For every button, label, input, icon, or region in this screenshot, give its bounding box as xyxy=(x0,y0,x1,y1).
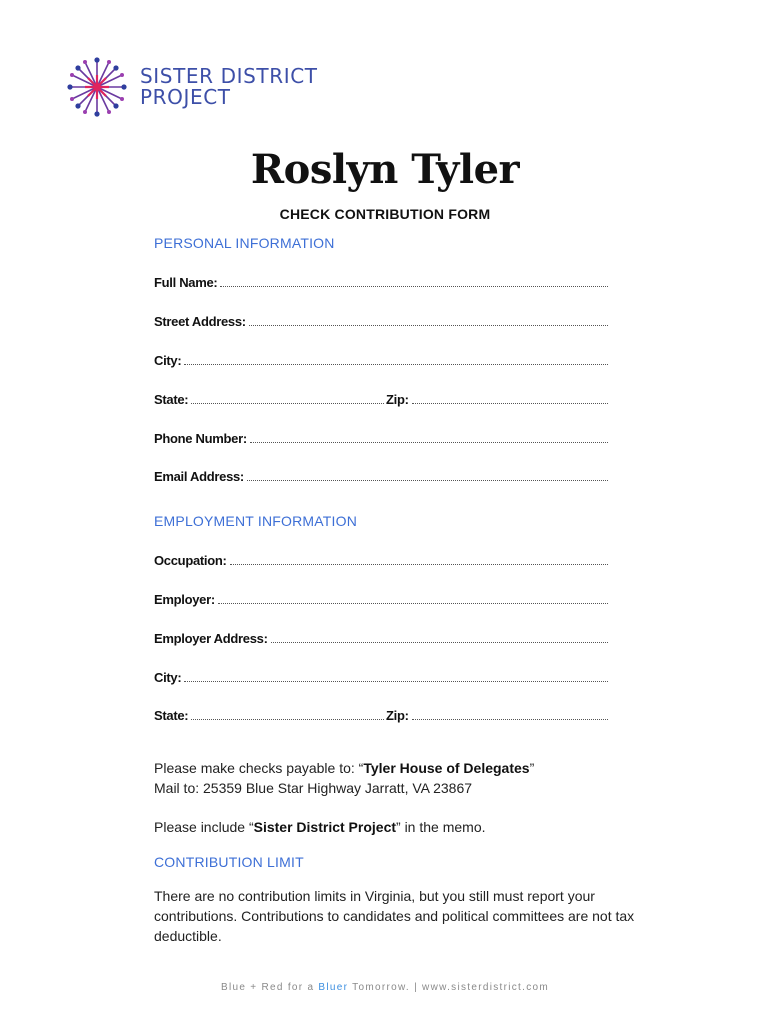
phone-field[interactable] xyxy=(154,430,608,446)
occupation-line[interactable] xyxy=(230,564,608,565)
email-field[interactable] xyxy=(154,468,608,484)
employer-zip-line[interactable] xyxy=(412,719,608,720)
logo-wordmark xyxy=(140,66,318,108)
mail-to-line: Mail to: 25359 Blue Star Highway Jarratt, VA 23867 xyxy=(154,780,473,796)
personal-section-heading: PERSONAL INFORMATION xyxy=(154,235,335,251)
memo-name: Sister District Project xyxy=(253,819,397,835)
zip-line[interactable] xyxy=(412,403,608,404)
logo-line1: SISTER DISTRICT xyxy=(140,64,318,88)
phone-line[interactable] xyxy=(250,442,608,443)
employer-city-field[interactable] xyxy=(154,669,608,685)
phone-label: Phone Number: xyxy=(154,431,247,446)
full-name-field[interactable] xyxy=(154,274,608,290)
city-label: City: xyxy=(154,353,182,368)
email-line[interactable] xyxy=(247,480,608,481)
limit-text: There are no contribution limits in Virginia, but you still must report your contributions. Contributions to candidates and political committees are not tax deductible. xyxy=(154,888,635,944)
logo-line2: PROJECT xyxy=(140,85,231,109)
street-address-field[interactable] xyxy=(154,313,608,329)
employer-zip-field[interactable] xyxy=(386,707,608,723)
occupation-field[interactable] xyxy=(154,552,608,568)
sister-district-logo-icon xyxy=(66,56,128,118)
city-line[interactable] xyxy=(184,364,608,365)
memo-prefix: Please include “ xyxy=(154,819,254,835)
email-label: Email Address: xyxy=(154,469,244,484)
street-address-label: Street Address: xyxy=(154,314,246,329)
state-line[interactable] xyxy=(191,403,384,404)
payable-prefix: Please make checks payable to: “ xyxy=(154,760,364,776)
footer-blue-word: Bluer xyxy=(318,982,349,993)
full-name-label: Full Name: xyxy=(154,275,218,290)
form-subtitle: CHECK CONTRIBUTION FORM xyxy=(279,206,491,222)
footer-tagline xyxy=(0,982,770,993)
employer-address-label: Employer Address: xyxy=(154,631,268,646)
state-field[interactable] xyxy=(154,391,384,407)
employer-city-label: City: xyxy=(154,670,182,685)
occupation-label: Occupation: xyxy=(154,553,227,568)
zip-field[interactable] xyxy=(386,391,608,407)
employer-state-line[interactable] xyxy=(191,719,384,720)
footer-part2: Tomorrow. | www.sisterdistrict.com xyxy=(348,982,550,993)
zip-label: Zip: xyxy=(386,392,409,407)
employment-section-heading: EMPLOYMENT INFORMATION xyxy=(154,513,358,529)
payable-name: Tyler House of Delegates xyxy=(363,760,530,776)
street-address-line[interactable] xyxy=(249,325,608,326)
employer-line[interactable] xyxy=(218,603,608,604)
footer-part1: Blue + Red for a xyxy=(220,982,319,993)
state-label: State: xyxy=(154,392,189,407)
payable-line xyxy=(154,758,654,778)
page-title: Roslyn Tyler xyxy=(250,146,520,193)
limit-section-heading: CONTRIBUTION LIMIT xyxy=(154,854,304,870)
employer-city-line[interactable] xyxy=(184,681,608,682)
employer-state-field[interactable] xyxy=(154,707,384,723)
full-name-line[interactable] xyxy=(220,286,608,287)
memo-suffix: ” in the memo. xyxy=(396,819,486,835)
payable-suffix: ” xyxy=(529,760,535,776)
employer-label: Employer: xyxy=(154,592,215,607)
memo-instructions xyxy=(154,817,654,837)
employer-zip-label: Zip: xyxy=(386,708,409,723)
city-field[interactable] xyxy=(154,352,608,368)
employer-state-label: State: xyxy=(154,708,189,723)
employer-address-line[interactable] xyxy=(271,642,608,643)
employer-address-field[interactable] xyxy=(154,630,608,646)
payable-instructions xyxy=(154,758,654,798)
employer-field[interactable] xyxy=(154,591,608,607)
